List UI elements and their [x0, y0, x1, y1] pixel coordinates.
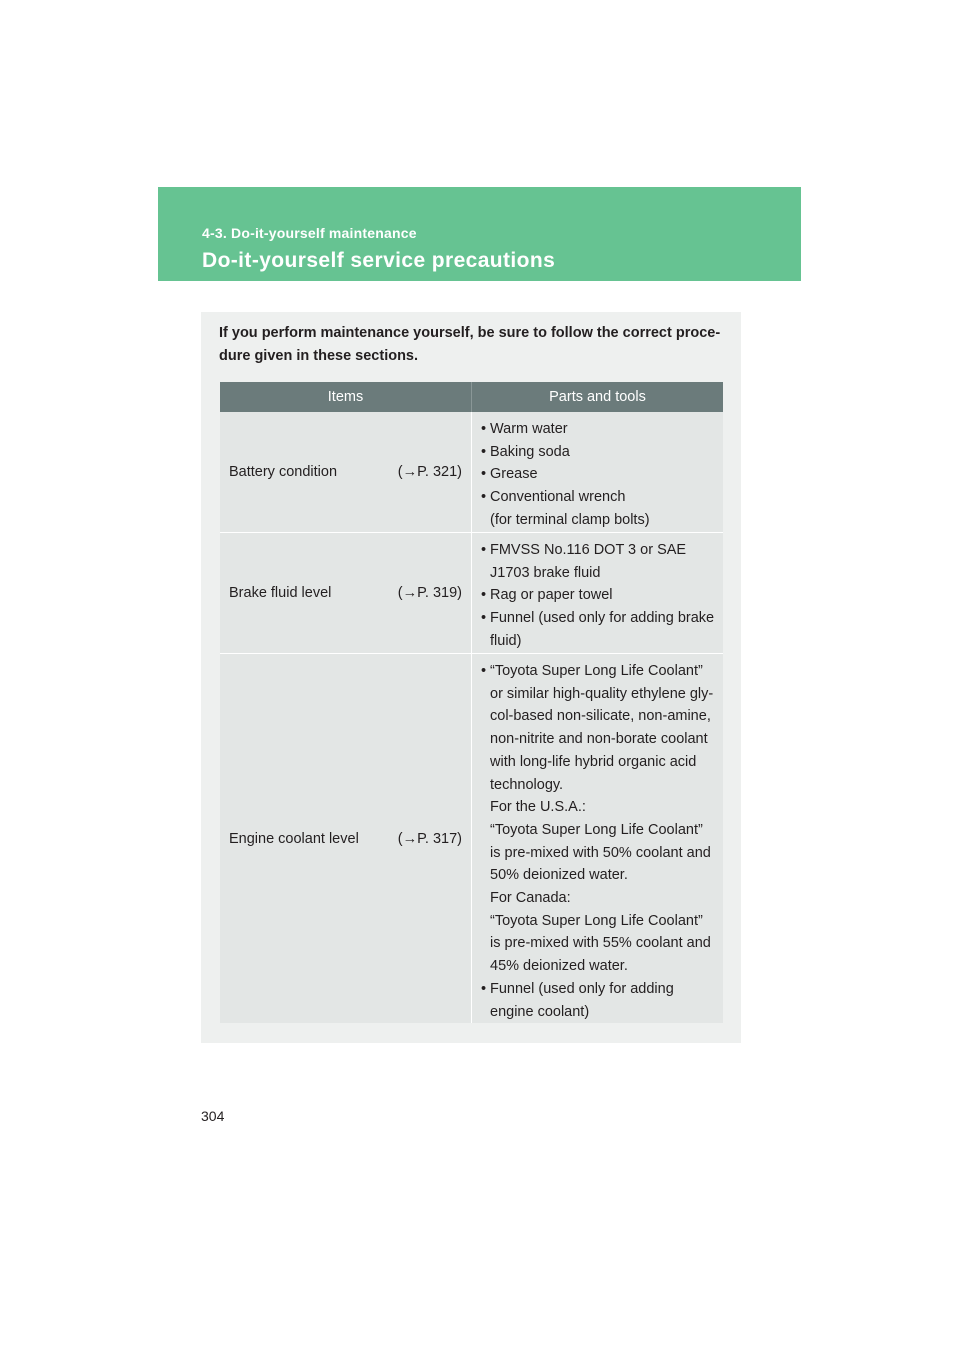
list-item: • “Toyota Super Long Life Coolant” or similar high-quality ethylene gly- col-based non-silicate, non-amine, non-nitrite and non-borate coolant with long-life hybrid organic acid technology. For the U.S.A.: “Toyota Super Long Life Coolant” is pre-mixed with 50% coolant and 50% deionized water. For Canada: “Toyota Super Long Life Coolant” is pre-mixed with 55% coolant and 45% deionized water.: [481, 663, 714, 975]
parts-cell: [471, 412, 723, 532]
table-row: [220, 533, 723, 654]
page-reference: (→P. 317): [397, 830, 462, 847]
table-row: [220, 412, 723, 533]
item-name: Brake fluid level: [229, 585, 332, 601]
header-band: [158, 187, 801, 281]
header-parts-and-tools: Parts and tools: [471, 382, 723, 412]
list-item: • Warm water: [481, 421, 568, 437]
header-items: Items: [327, 389, 364, 405]
item-name: Battery condition: [229, 464, 338, 480]
item-cell: [220, 412, 471, 532]
page-title: Do-it-yourself service precautions: [202, 249, 556, 272]
list-item: • Rag or paper towel: [481, 587, 613, 604]
parts-cell: [471, 533, 723, 653]
item-name: Engine coolant level: [229, 830, 359, 847]
content-box: [201, 312, 741, 1043]
list-item: • Funnel (used only for adding engine coolant): [481, 980, 674, 1020]
list-item: • Baking soda: [481, 443, 570, 460]
item-cell: [220, 654, 471, 1023]
section-label: 4-3. Do-it-yourself maintenance: [202, 225, 417, 241]
page-reference: (→P. 319): [397, 585, 462, 601]
page-number: 304: [201, 1108, 225, 1124]
list-item: • Grease: [481, 466, 538, 483]
intro-text: If you perform maintenance yourself, be sure to follow the correct proce- dure given in these sections.: [219, 325, 721, 364]
table-header: [220, 382, 723, 412]
parts-cell: [471, 654, 723, 1023]
list-item: • Conventional wrench (for terminal clamp bolts): [481, 489, 650, 528]
item-cell: [220, 533, 471, 653]
list-item: • FMVSS No.116 DOT 3 or SAE J1703 brake fluid: [481, 542, 687, 581]
table-row: [220, 654, 723, 1023]
page-reference: (→P. 321): [397, 464, 462, 480]
list-item: • Funnel (used only for adding brake fluid): [481, 610, 715, 649]
maintenance-table: [220, 382, 723, 1023]
